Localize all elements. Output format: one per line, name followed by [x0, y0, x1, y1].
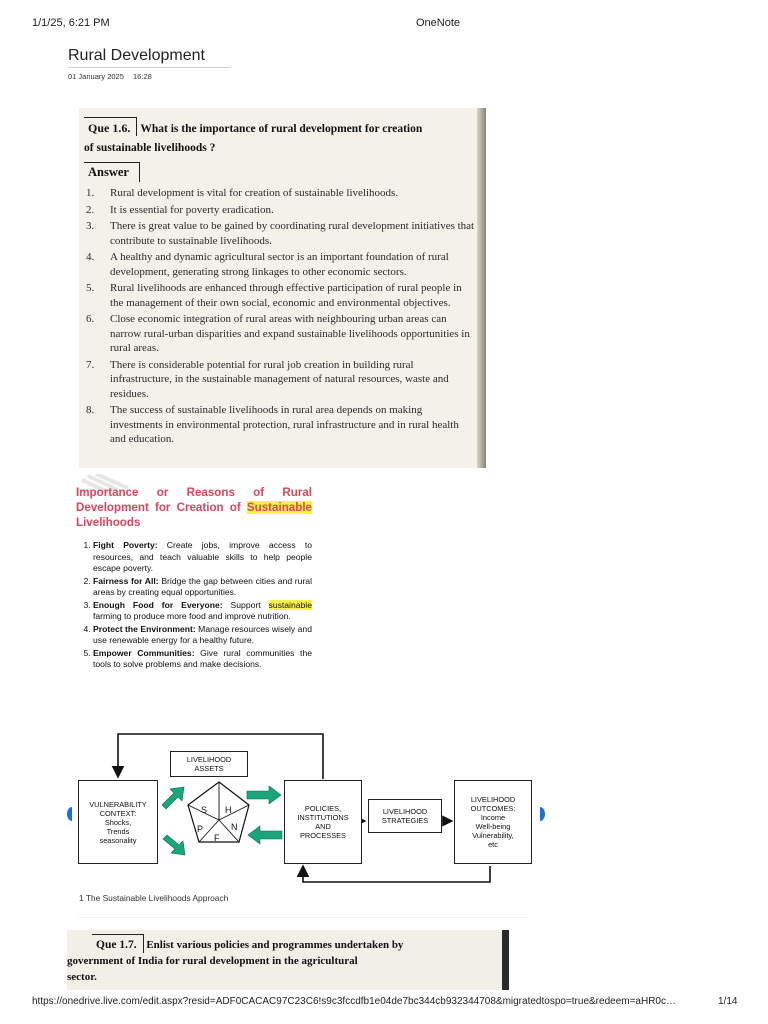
importance-item-text: Give rural communities the tools to solve problems and make decisions. — [93, 647, 312, 669]
answer-item-text: A healthy and dynamic agricultural sector is an important foundation of rural development, generating strong linkages to other economic sectors. — [110, 251, 449, 278]
importance-item-title: Fight Poverty: — [93, 540, 158, 550]
importance-item[interactable] — [93, 600, 312, 623]
answer-item-number: 1. — [86, 187, 95, 199]
sustainable-livelihoods-diagram — [64, 725, 546, 895]
pentagon-s: S — [201, 805, 208, 815]
importance-item-text-end: farming to produce more food and improve nutrition. — [93, 611, 291, 621]
answer-item — [84, 403, 476, 447]
page-time: 16:28 — [133, 72, 152, 81]
pentagon-n: N — [231, 822, 238, 832]
section-heading[interactable] — [76, 485, 312, 530]
pentagon-f: F — [214, 833, 220, 843]
importance-item-text: Manage resources wisely and use renewable energy for a healthy future. — [93, 623, 312, 645]
importance-item[interactable] — [93, 648, 312, 671]
answer-item-number: 5. — [86, 282, 95, 294]
heading-text-end: Livelihoods — [76, 516, 141, 529]
scan-page-edge — [477, 108, 486, 468]
heading-highlight: Sustainable — [246, 501, 312, 514]
policies-box: POLICIES, INSTITUTIONS AND PROCESSES — [284, 780, 362, 864]
answer-item-number: 2. — [86, 203, 95, 216]
importance-item[interactable] — [93, 576, 312, 599]
answer-item-number: 6. — [86, 313, 95, 325]
answer-item — [84, 219, 476, 248]
importance-section[interactable] — [76, 485, 312, 672]
scan-page-edge-2 — [502, 930, 509, 990]
importance-item-text: Support — [222, 599, 269, 610]
importance-item[interactable] — [93, 540, 312, 575]
pentagon-p: P — [197, 824, 204, 834]
question2-line-1: Enlist various policies and programmes undertaken by — [146, 939, 404, 951]
answer-item — [84, 312, 476, 356]
diagram-caption: 1 The Sustainable Livelihoods Approach — [79, 893, 229, 903]
answer-item-text: There is great value to be gained by coordinating rural development initiatives that contribute to sustainable livelihoods. — [110, 220, 475, 247]
green-arrow-left-bottom — [248, 826, 282, 844]
pentagon-h: H — [225, 805, 232, 815]
strategies-box: LIVELIHOOD STRATEGIES — [368, 799, 442, 833]
outcomes-box: LIVELIHOOD OUTCOMES: Income Well-being Vulnerability, etc — [454, 780, 532, 864]
green-arrow-up-left — [162, 787, 184, 809]
divider — [79, 917, 529, 918]
importance-item-title: Fairness for All: — [93, 575, 159, 586]
question-line-1: What is the importance of rural development for creation — [140, 123, 423, 135]
print-page-number: 1/14 — [718, 996, 738, 1007]
question-line-2: of sustainable livelihoods ? — [84, 142, 216, 154]
answer-item — [84, 281, 476, 310]
green-arrow-right-top — [247, 786, 281, 804]
answer-item — [84, 358, 476, 402]
scanned-answer-image — [79, 108, 486, 468]
importance-item-title: Enough Food for Everyone: — [93, 599, 223, 610]
green-arrow-down-left — [163, 835, 185, 855]
answer-item-text: There is considerable potential for rural job creation in building rural infrastructure, in the sustainable management of natural resources, waste and residues. — [110, 358, 449, 400]
scroll-tab-right — [540, 807, 545, 821]
answer-item — [84, 250, 476, 279]
vulnerability-box: VULNERABILITY CONTEXT: Shocks, Trends seasonality — [78, 780, 158, 864]
answer-list — [84, 186, 476, 447]
answer-item-text: Close economic integration of rural areas with neighbouring urban areas can narrow rural-urban disparities and expand sustainable livelihoods opportunities in rural areas. — [110, 313, 470, 354]
answer-item-text: Rural development is vital for creation of sustainable livelihoods. — [110, 187, 399, 199]
print-datetime: 1/1/25, 6:21 PM — [32, 17, 110, 29]
page-date: 01 January 2025 — [68, 72, 124, 81]
importance-item-title: Empower Communities: — [93, 647, 195, 658]
page-title[interactable]: Rural Development — [68, 47, 205, 64]
answer-item — [84, 186, 476, 201]
importance-item-highlight: sustainable — [268, 599, 312, 610]
answer-item-text: It is essential for poverty eradication. — [110, 203, 274, 216]
question2-line-3: sector. — [67, 971, 97, 983]
answer-item-number: 8. — [86, 404, 95, 416]
answer-item-number: 3. — [86, 220, 95, 232]
question2-line-2: government of India for rural development in the agricultural — [67, 955, 358, 967]
page-title-container[interactable] — [68, 47, 230, 68]
answer-item-text: Rural livelihoods are enhanced through effective participation of rural people in the management of their own social, economic and environmental objectives. — [110, 282, 462, 309]
question-number: Que 1.6. — [84, 117, 137, 136]
scroll-tab-left — [67, 807, 72, 821]
scanned-question-image — [67, 930, 509, 990]
answer-item — [84, 203, 476, 218]
importance-item[interactable] — [93, 624, 312, 647]
importance-list[interactable] — [76, 540, 312, 671]
answer-item-number: 4. — [86, 251, 95, 263]
answer-label: Answer — [84, 162, 140, 182]
answer-item-number: 7. — [86, 358, 95, 371]
print-url: https://onedrive.live.com/edit.aspx?resid=ADF0CACAC97C23C6!s9c3fccdfb1e04de7bc344cb932344708&migratedtospo=true&redeem=aHR0c… — [32, 996, 676, 1007]
answer-item-text: The success of sustainable livelihoods in rural area depends on making investments in environmental protection, rural infrastructure and in rural health and education. — [110, 404, 459, 445]
heading-text: Importance or Reasons of Rural Development for Creation of — [76, 486, 312, 514]
importance-item-text: Create jobs, improve access to resources, and teach valuable skills to help people escape poverty. — [93, 540, 312, 573]
feedback-arrow-bottom — [303, 866, 490, 882]
assets-box: LIVELIHOOD ASSETS — [170, 751, 248, 777]
question-number-2: Que 1.7. — [92, 934, 144, 953]
print-app-name: OneNote — [416, 17, 461, 29]
importance-item-title: Protect the Environment: — [93, 623, 196, 634]
importance-item-text: Bridge the gap between cities and rural areas by creating equal opportunities. — [93, 575, 312, 597]
